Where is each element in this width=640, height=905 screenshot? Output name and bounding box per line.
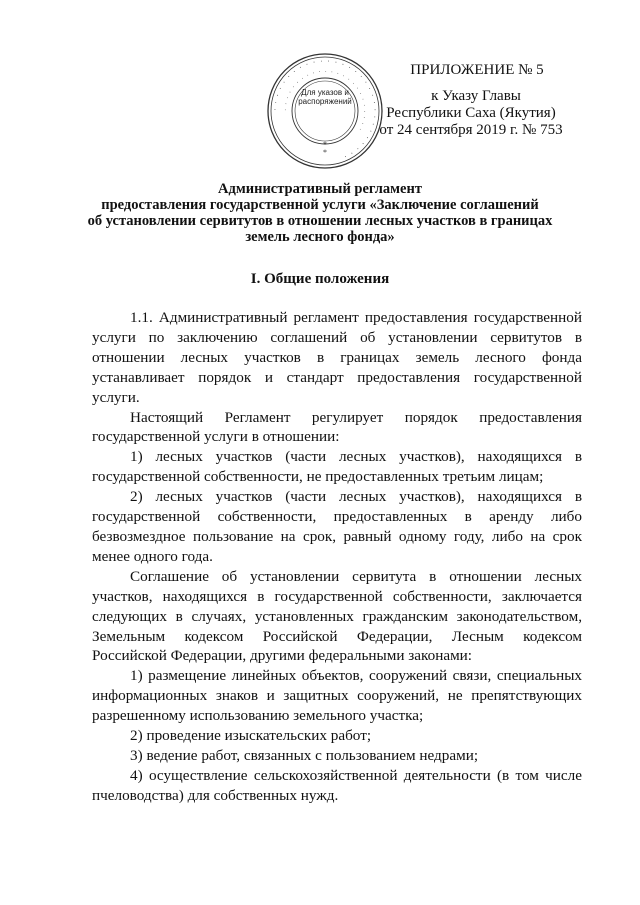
annex-decree-ref: к Указу Главы bbox=[431, 88, 521, 104]
paragraph: Настоящий Регламент регулирует порядок предоставления государственной услуги в отношении: bbox=[92, 408, 582, 446]
svg-text:· · · · · · · · · · · · · · ·: · · · · · · · · · · · · · · · · · · · · · · · · bbox=[281, 67, 369, 133]
paragraph: 1) лесных участков (части лесных участков), находящихся в государственной собственности, не предоставленных третьим лицам; bbox=[92, 448, 582, 486]
paragraph: 2) проведение изыскательских работ; bbox=[130, 727, 372, 745]
paragraph: 1) размещение линейных объектов, сооружений связи, специальных информационных знаков и защитных сооружений, не препятствующих разрешенному использованию земельного участка; bbox=[92, 667, 582, 725]
title-line-1: Административный регламент bbox=[218, 181, 422, 197]
annex-date-number: от 24 сентября 2019 г. № 753 bbox=[379, 122, 563, 138]
title-line-4: земель лесного фонда» bbox=[245, 229, 395, 245]
document-body bbox=[92, 308, 582, 806]
title-line-3: об установлении сервитутов в отношении лесных участков в границах bbox=[87, 213, 553, 229]
paragraph: 3) ведение работ, связанных с пользованием недрами; bbox=[130, 746, 479, 764]
paragraph: 2) лесных участков (части лесных участков), находящихся в государственной собственности, предоставленных в аренду либо безвозмездное пользование на срок, равный одному году, либо на срок менее одного года. bbox=[92, 488, 582, 565]
svg-text:· · · · · · · · · · · · · · ·: · · · · · · · · · · · · · · · · · · · · · · · · · · · · · · bbox=[269, 55, 381, 163]
svg-text:*: * bbox=[323, 148, 327, 157]
title-line-2: предоставления государственной услуги «Заключение соглашений bbox=[101, 197, 539, 213]
seal-inner-text: Для указов и распоряжений bbox=[298, 88, 352, 106]
paragraph: 4) осуществление сельскохозяйственной деятельности (в том числе пчеловодства) для собственных нужд. bbox=[92, 766, 582, 804]
document-title bbox=[60, 181, 580, 245]
annex-block bbox=[352, 62, 582, 139]
annex-number: ПРИЛОЖЕНИЕ № 5 bbox=[410, 62, 544, 78]
svg-text:*: * bbox=[323, 140, 327, 149]
annex-republic: Республики Саха (Якутия) bbox=[386, 105, 556, 121]
paragraph: 1.1. Административный регламент предоставления государственной услуги по заключению соглашений об установлении сервитутов в отношении лесных участков в границах земель лесного фонда устанавливает порядок и стандарт предоставления государственной услуги. bbox=[92, 309, 582, 406]
section-heading: I. Общие положения bbox=[250, 271, 390, 287]
paragraph: Соглашение об установлении сервитута в отношении лесных участков, находящихся в государственной собственности, заключается следующих в случаях, установленных гражданским законодательством, Земельным кодексом Российской Федерации, Лесным кодексом Российской Федерации, другими федеральными законами: bbox=[92, 567, 582, 665]
